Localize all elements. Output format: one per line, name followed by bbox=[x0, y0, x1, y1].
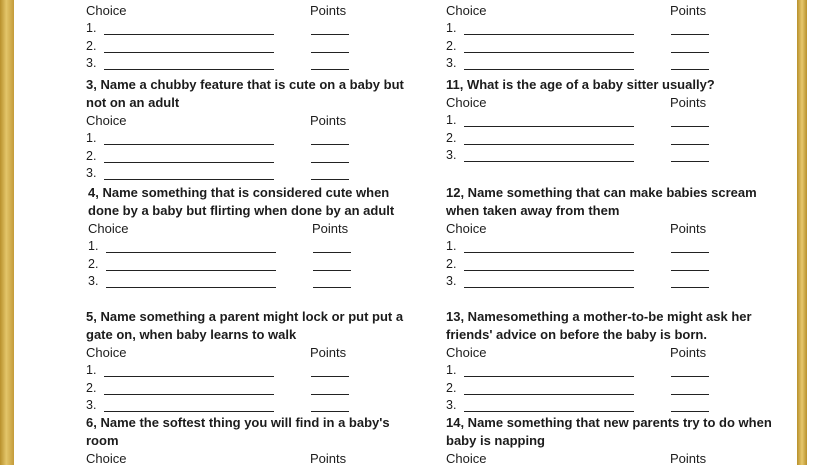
answer-row bbox=[86, 20, 416, 38]
points-blank[interactable] bbox=[671, 411, 709, 412]
gold-border-right bbox=[797, 0, 807, 465]
points-label: Points bbox=[312, 221, 349, 236]
points-blank[interactable] bbox=[311, 34, 349, 35]
question-block bbox=[86, 308, 416, 415]
answer-number: 3. bbox=[446, 56, 457, 70]
points-blank[interactable] bbox=[311, 394, 349, 395]
question-text: 11, What is the age of a baby sitter usually? bbox=[446, 77, 715, 92]
choice-blank[interactable] bbox=[104, 34, 274, 35]
answer-header bbox=[446, 2, 776, 20]
answer-number: 2. bbox=[446, 380, 457, 395]
points-label: Points bbox=[670, 95, 707, 110]
answer-number: 1. bbox=[446, 363, 457, 377]
points-blank[interactable] bbox=[671, 126, 709, 127]
answer-number: 1. bbox=[86, 363, 97, 377]
answer-number: 1. bbox=[86, 21, 97, 35]
points-label: Points bbox=[670, 221, 707, 236]
answer-number: 3. bbox=[88, 274, 99, 288]
choice-blank[interactable] bbox=[104, 376, 274, 377]
question-text: 3, Name a chubby feature that is cute on a baby but not on an adult bbox=[86, 77, 404, 110]
points-label: Points bbox=[310, 113, 347, 128]
choice-blank[interactable] bbox=[104, 144, 274, 145]
answer-number: 2. bbox=[88, 256, 99, 271]
answer-number: 2. bbox=[446, 256, 457, 271]
answer-number: 1. bbox=[446, 113, 457, 127]
points-blank[interactable] bbox=[311, 179, 349, 180]
choice-label: Choice bbox=[446, 451, 487, 466]
points-blank[interactable] bbox=[671, 52, 709, 53]
question-block bbox=[446, 76, 776, 165]
answer-row bbox=[86, 148, 416, 166]
choice-blank[interactable] bbox=[104, 179, 274, 180]
points-blank[interactable] bbox=[671, 287, 709, 288]
choice-label: Choice bbox=[86, 345, 127, 360]
answer-number: 1. bbox=[446, 21, 457, 35]
points-blank[interactable] bbox=[313, 287, 351, 288]
answer-row bbox=[446, 256, 776, 274]
points-blank[interactable] bbox=[313, 270, 351, 271]
points-blank[interactable] bbox=[311, 144, 349, 145]
answer-row bbox=[86, 165, 416, 183]
points-blank[interactable] bbox=[311, 52, 349, 53]
points-blank[interactable] bbox=[671, 376, 709, 377]
points-blank[interactable] bbox=[671, 34, 709, 35]
points-label: Points bbox=[310, 451, 347, 466]
question-block bbox=[446, 308, 776, 415]
answer-row bbox=[446, 130, 776, 148]
choice-blank[interactable] bbox=[464, 376, 634, 377]
question-block bbox=[86, 2, 416, 73]
answer-header bbox=[86, 344, 416, 362]
choice-blank[interactable] bbox=[464, 161, 634, 162]
points-blank[interactable] bbox=[671, 270, 709, 271]
points-blank[interactable] bbox=[671, 69, 709, 70]
choice-blank[interactable] bbox=[104, 162, 274, 163]
answer-number: 3. bbox=[446, 148, 457, 162]
question-block bbox=[86, 76, 416, 183]
choice-blank[interactable] bbox=[464, 144, 634, 145]
answer-number: 2. bbox=[86, 380, 97, 395]
answer-row bbox=[446, 238, 776, 256]
points-blank[interactable] bbox=[313, 252, 351, 253]
answer-number: 2. bbox=[446, 130, 457, 145]
answer-row bbox=[446, 397, 776, 415]
answer-header bbox=[86, 2, 416, 20]
points-blank[interactable] bbox=[671, 252, 709, 253]
answer-number: 2. bbox=[86, 38, 97, 53]
choice-blank[interactable] bbox=[104, 411, 274, 412]
answer-header bbox=[446, 94, 776, 112]
answer-header bbox=[446, 344, 776, 362]
question-block bbox=[446, 414, 776, 468]
question-text: 14, Name something that new parents try to do when baby is napping bbox=[446, 415, 772, 448]
points-blank[interactable] bbox=[311, 69, 349, 70]
answer-number: 3. bbox=[446, 274, 457, 288]
choice-label: Choice bbox=[86, 3, 127, 18]
choice-label: Choice bbox=[446, 221, 487, 236]
choice-blank[interactable] bbox=[104, 394, 274, 395]
answer-header bbox=[446, 220, 776, 238]
answer-row bbox=[86, 380, 416, 398]
answer-row bbox=[446, 20, 776, 38]
gold-border-left bbox=[0, 0, 14, 465]
answer-row bbox=[86, 130, 416, 148]
answer-row bbox=[446, 273, 776, 291]
choice-label: Choice bbox=[446, 3, 487, 18]
answer-number: 1. bbox=[88, 239, 99, 253]
question-block bbox=[88, 184, 418, 291]
question-text: 6, Name the softest thing you will find in a baby's room bbox=[86, 415, 390, 448]
choice-blank[interactable] bbox=[464, 252, 634, 253]
answer-row bbox=[88, 256, 418, 274]
choice-blank[interactable] bbox=[104, 52, 274, 53]
answer-row bbox=[446, 38, 776, 56]
answer-row bbox=[446, 380, 776, 398]
points-blank[interactable] bbox=[311, 376, 349, 377]
answer-row bbox=[86, 55, 416, 73]
answer-header bbox=[86, 450, 416, 468]
answer-number: 3. bbox=[446, 398, 457, 412]
points-label: Points bbox=[310, 3, 347, 18]
answer-row bbox=[88, 273, 418, 291]
choice-blank[interactable] bbox=[464, 411, 634, 412]
question-text: 12, Name something that can make babies scream when taken away from them bbox=[446, 185, 757, 218]
choice-blank[interactable] bbox=[464, 69, 634, 70]
answer-number: 3. bbox=[86, 398, 97, 412]
choice-blank[interactable] bbox=[104, 69, 274, 70]
choice-blank[interactable] bbox=[464, 394, 634, 395]
answer-number: 2. bbox=[86, 148, 97, 163]
choice-blank[interactable] bbox=[464, 126, 634, 127]
answer-number: 1. bbox=[86, 131, 97, 145]
choice-blank[interactable] bbox=[464, 270, 634, 271]
points-blank[interactable] bbox=[311, 411, 349, 412]
choice-blank[interactable] bbox=[464, 287, 634, 288]
choice-label: Choice bbox=[86, 113, 127, 128]
choice-blank[interactable] bbox=[106, 270, 276, 271]
answer-header bbox=[446, 450, 776, 468]
answer-number: 3. bbox=[86, 56, 97, 70]
answer-header bbox=[88, 220, 418, 238]
answer-number: 2. bbox=[446, 38, 457, 53]
answer-row bbox=[446, 147, 776, 165]
choice-label: Choice bbox=[446, 95, 487, 110]
choice-blank[interactable] bbox=[106, 252, 276, 253]
question-block bbox=[86, 414, 416, 468]
question-text: 4, Name something that is considered cute when done by a baby but flirting when done by an adult bbox=[88, 185, 395, 218]
question-text: 13, Namesomething a mother-to-be might ask her friends' advice on before the baby is born. bbox=[446, 309, 752, 342]
choice-blank[interactable] bbox=[464, 34, 634, 35]
answer-row bbox=[86, 362, 416, 380]
points-label: Points bbox=[310, 345, 347, 360]
answer-row bbox=[86, 38, 416, 56]
question-text: 5, Name something a parent might lock or put put a gate on, when baby learns to walk bbox=[86, 309, 404, 342]
points-blank[interactable] bbox=[671, 144, 709, 145]
answer-row bbox=[446, 55, 776, 73]
choice-blank[interactable] bbox=[106, 287, 276, 288]
answer-number: 1. bbox=[446, 239, 457, 253]
points-label: Points bbox=[670, 451, 707, 466]
choice-label: Choice bbox=[88, 221, 129, 236]
points-label: Points bbox=[670, 345, 707, 360]
answer-row bbox=[86, 397, 416, 415]
answer-row bbox=[446, 362, 776, 380]
choice-label: Choice bbox=[86, 451, 127, 466]
answer-row bbox=[88, 238, 418, 256]
question-block bbox=[446, 2, 776, 73]
points-blank[interactable] bbox=[671, 161, 709, 162]
question-block bbox=[446, 184, 776, 291]
answer-header bbox=[86, 112, 416, 130]
points-blank[interactable] bbox=[311, 162, 349, 163]
choice-blank[interactable] bbox=[464, 52, 634, 53]
answer-number: 3. bbox=[86, 166, 97, 180]
answer-row bbox=[446, 112, 776, 130]
choice-label: Choice bbox=[446, 345, 487, 360]
points-blank[interactable] bbox=[671, 394, 709, 395]
points-label: Points bbox=[670, 3, 707, 18]
